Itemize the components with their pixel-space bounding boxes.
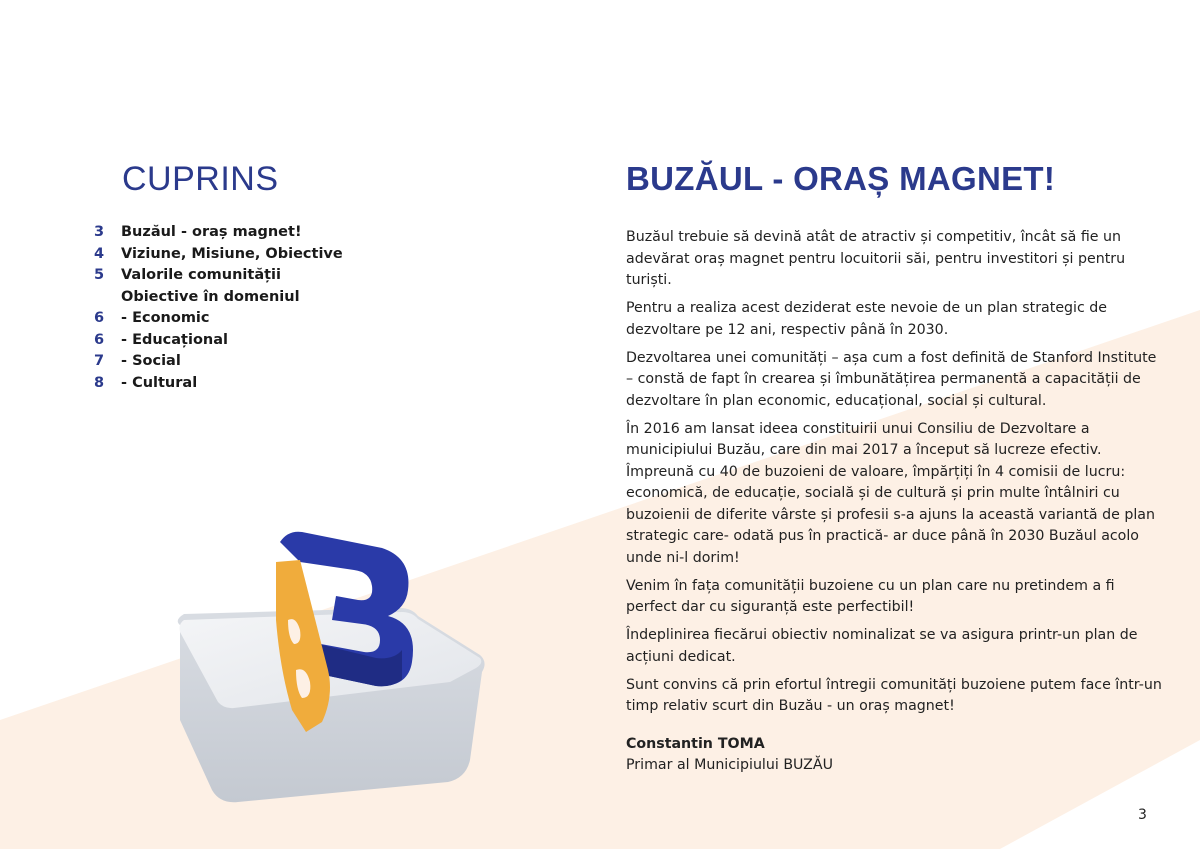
toc-label: Buzăul - oraș magnet!	[121, 224, 302, 240]
table-of-contents	[94, 222, 343, 394]
toc-label: Obiective în domeniul	[121, 288, 300, 305]
article-body	[626, 227, 1166, 777]
paragraph: Îndeplinirea fiecărui obiectiv nominalizat se va asigura printr-un plan de acțiuni dedicat.	[626, 627, 1138, 665]
toc-page-number: 8	[94, 374, 105, 391]
paragraph: Sunt convins că prin efortul întregii comunități buzoiene putem face într-un timp relativ scurt din Buzău - un oraș magnet!	[626, 676, 1162, 714]
toc-label: - Educațional	[121, 331, 228, 348]
toc-item[interactable]	[94, 265, 343, 287]
toc-page-number: 6	[94, 331, 105, 348]
toc-item[interactable]	[94, 244, 343, 266]
toc-page-number: 4	[94, 245, 105, 262]
toc-item[interactable]	[94, 351, 343, 373]
buzau-b-logo-icon	[150, 520, 510, 820]
page-number: 3	[1138, 807, 1147, 823]
page-title: BUZĂUL - ORAȘ MAGNET!	[626, 160, 1056, 197]
signature-role: Primar al Municipiului BUZĂU	[626, 757, 833, 773]
toc-item[interactable]	[94, 308, 343, 330]
paragraph: În 2016 am lansat ideea constituirii unui Consiliu de Dezvoltare a municipiului Buzău, care din mai 2017 a început să lucreze efectiv. Împreună cu 40 de buzoieni de valoare, împărțiți în 4 comisii de lucru: economică, de educație, socială și de cultură și prin multe întâlniri cu buzoienii de diferite vârste și profesii s-a ajuns la această variantă de plan strategic care- odată pus în practică- ar duce până în 2030 Buzăul acolo unde ni-l dorim!	[626, 420, 1155, 566]
paragraph: Buzăul trebuie să devină atât de atractiv și competitiv, încât să fie un adevărat oraș magnet pentru locuitorii săi, pentru investitori și pentru turiști.	[626, 229, 1126, 288]
toc-item[interactable]	[94, 330, 343, 352]
toc-item[interactable]	[94, 373, 343, 395]
signature-name: Constantin TOMA	[626, 735, 765, 752]
toc-label: - Economic	[121, 310, 210, 326]
toc-label: - Social	[121, 353, 181, 369]
toc-item[interactable]	[94, 222, 343, 244]
paragraph: Pentru a realiza acest deziderat este nevoie de un plan strategic de dezvoltare pe 12 ani, respectiv până în 2030.	[626, 300, 1108, 338]
toc-label: Viziune, Misiune, Obiective	[121, 245, 343, 262]
toc-title: CUPRINS	[122, 160, 279, 198]
toc-page-number: 5	[94, 267, 105, 283]
toc-page-number: 3	[94, 224, 105, 240]
paragraph: Venim în fața comunității buzoiene cu un plan care nu pretindem a fi perfect dar cu siguranță este perfectibil!	[626, 577, 1115, 615]
toc-item	[94, 287, 343, 309]
paragraph: Dezvoltarea unei comunități – așa cum a fost definită de Stanford Institute – constă de fapt în crearea și îmbunătățirea permanentă a capacității de dezvoltare în plan economic, educațional, social și cultural.	[626, 349, 1157, 409]
toc-page-number: 7	[94, 353, 105, 369]
toc-label: Valorile comunității	[121, 267, 281, 283]
toc-page-number: 6	[94, 310, 105, 326]
toc-label: - Cultural	[121, 374, 198, 391]
